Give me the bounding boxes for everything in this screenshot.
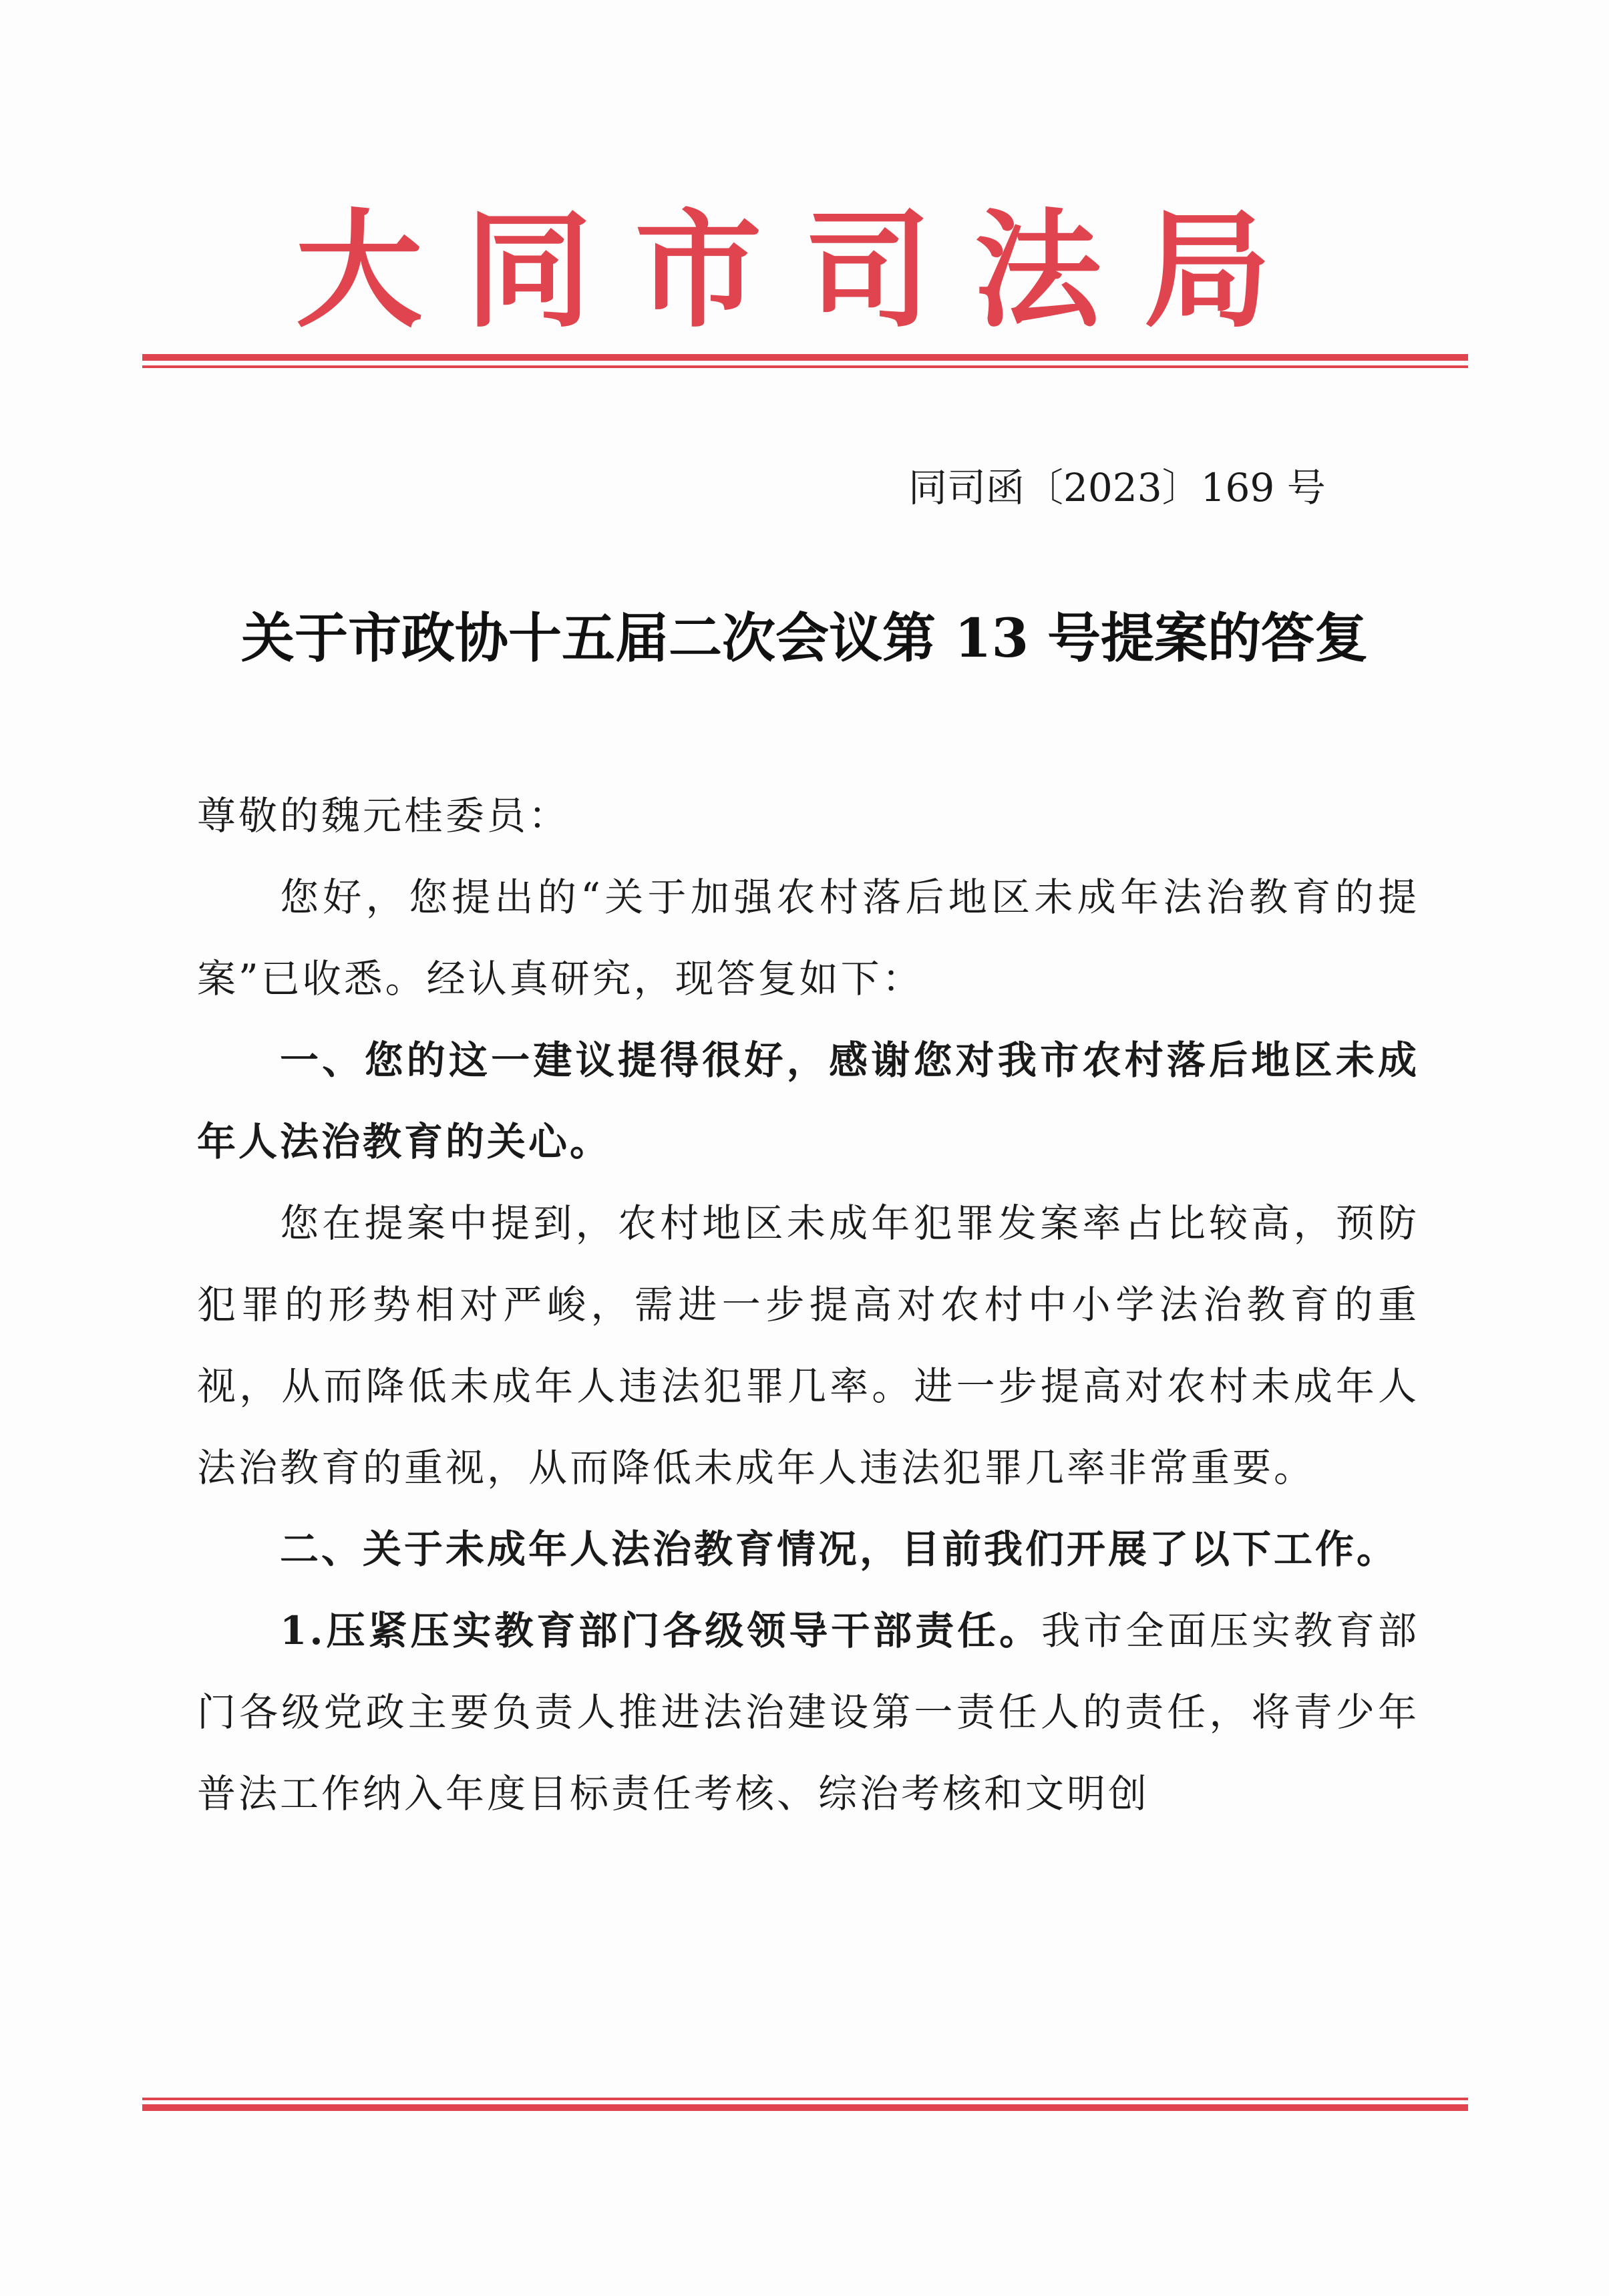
document-number: 同司函〔2023〕169 号 [908, 465, 1326, 510]
letterhead-agency-name: 大同市司法局 [295, 196, 1314, 345]
section-1-heading: 一、您的这一建议提得很好，感谢您对我市农村落后地区未成年人法治教育的关心。 [197, 1037, 1419, 1164]
footer-rule-thick [142, 2104, 1468, 2111]
intro-paragraph: 您好，您提出的“关于加强农村落后地区未成年法治教育的提案”已收悉。经认真研究，现答复如下： [197, 874, 1419, 1001]
item-1-paragraph [197, 1590, 1419, 1834]
item-1-text: 我市全面压实教育部门各级党政主要负责人推进法治建设第一责任人的责任，将青少年普法工作纳入年度目标责任考核、综治考核和文明创 [197, 1608, 1419, 1816]
salutation: 尊敬的魏元桂委员： [197, 793, 570, 838]
item-1-lead: 1.压紧压实教育部门各级领导干部责任。 [280, 1608, 1042, 1653]
footer-rule-thin [142, 2098, 1468, 2100]
document-title: 关于市政协十五届二次会议第 13 号提案的答复 [240, 607, 1369, 669]
section-2-heading: 二、关于未成年人法治教育情况，目前我们开展了以下工作。 [280, 1526, 1399, 1572]
section-1-paragraph: 您在提案中提到，农村地区未成年犯罪发案率占比较高，预防犯罪的形势相对严峻，需进一步提高对农村中小学法治教育的重视，从而降低未成年人违法犯罪几率。进一步提高对农村未成年人法治教育的重视，从而降低未成年人违法犯罪几率非常重要。 [197, 1200, 1419, 1490]
letterhead-rule-thin [142, 365, 1468, 368]
document-body [197, 775, 1419, 1834]
letterhead-rule-thick [142, 354, 1468, 361]
